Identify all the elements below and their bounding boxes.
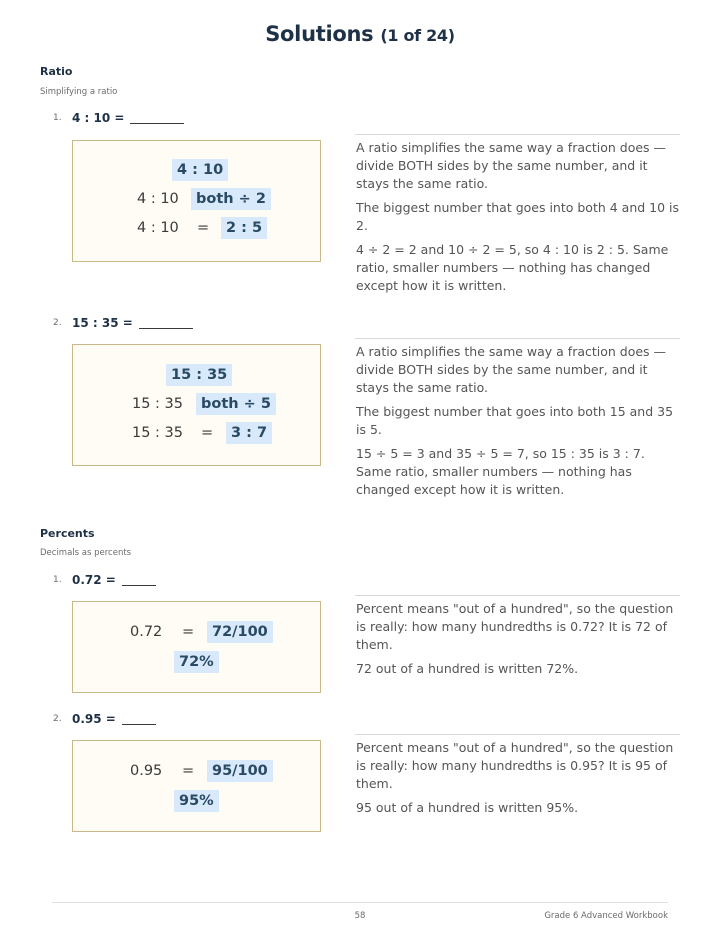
- question-number: 2.: [53, 714, 62, 724]
- page-number: 58: [354, 911, 366, 921]
- book-title: Grade 6 Advanced Workbook: [544, 911, 668, 921]
- result-ratio-left: 4 : 10: [137, 220, 179, 236]
- explanation-paragraph: Percent means "out of a hundred", so the question is really: how many hundredths is 0.72? It is 72 of them.: [356, 601, 674, 652]
- divider: [355, 134, 680, 135]
- question-prompt: [72, 111, 184, 125]
- equals-sign: =: [182, 763, 195, 779]
- explanation: [356, 343, 682, 505]
- footer-divider: [52, 902, 668, 903]
- simplified-ratio: 2 : 5: [221, 217, 267, 239]
- equals-sign: =: [182, 624, 195, 640]
- step-ratio: 4 : 10: [137, 191, 179, 207]
- explanation-paragraph: 15 ÷ 5 = 3 and 35 ÷ 5 = 7, so 15 : 35 is 3 : 7. Same ratio, smaller numbers — nothing has changed except how it is written.: [356, 446, 645, 497]
- question-prompt-text: 0.95 =: [72, 712, 116, 726]
- equals-sign: =: [201, 425, 214, 441]
- worked-solution-box: [72, 740, 321, 832]
- question-number: 1.: [53, 113, 62, 123]
- section-title-ratio: Ratio: [40, 65, 73, 78]
- page-title: [0, 22, 720, 46]
- explanation-paragraph: The biggest number that goes into both 15 and 35 is 5.: [356, 404, 674, 437]
- section-subtitle-percents: Decimals as percents: [40, 548, 132, 558]
- answer-blank: [139, 328, 193, 329]
- explanation: [356, 600, 682, 684]
- section-title-percents: Percents: [40, 527, 95, 540]
- percent-result: 72%: [174, 651, 219, 673]
- worked-solution-box: [72, 344, 321, 466]
- question-prompt: [72, 573, 156, 587]
- divider: [355, 595, 680, 596]
- explanation-paragraph: A ratio simplifies the same way a fraction does — divide BOTH sides by the same number, and it stays the same ratio.: [356, 140, 667, 191]
- divider: [355, 338, 680, 339]
- decimal-value: 0.95: [130, 763, 163, 779]
- answer-blank: [122, 724, 156, 725]
- explanation: [356, 139, 682, 301]
- divider: [355, 734, 680, 735]
- title-text: Solutions: [265, 22, 374, 46]
- answer-blank: [130, 123, 184, 124]
- step-operation: both ÷ 5: [196, 393, 276, 415]
- question-prompt-text: 15 : 35 =: [72, 316, 133, 330]
- section-subtitle-ratio: Simplifying a ratio: [40, 87, 118, 97]
- fraction-value: 95/100: [207, 760, 273, 782]
- decimal-value: 0.72: [130, 624, 163, 640]
- percent-result: 95%: [174, 790, 219, 812]
- explanation-paragraph: 4 ÷ 2 = 2 and 10 ÷ 2 = 5, so 4 : 10 is 2 : 5. Same ratio, smaller numbers — nothing has changed except how it is written.: [356, 242, 669, 293]
- worked-solution-box: [72, 140, 321, 262]
- explanation-paragraph: Percent means "out of a hundred", so the question is really: how many hundredths is 0.95? It is 95 of them.: [356, 740, 674, 791]
- given-ratio: 4 : 10: [172, 159, 228, 181]
- question-prompt-text: 4 : 10 =: [72, 111, 125, 125]
- result-ratio-left: 15 : 35: [132, 425, 184, 441]
- explanation-paragraph: A ratio simplifies the same way a fraction does — divide BOTH sides by the same number, and it stays the same ratio.: [356, 344, 667, 395]
- explanation-paragraph: 95 out of a hundred is written 95%.: [356, 800, 579, 815]
- question-prompt: [72, 712, 156, 726]
- step-ratio: 15 : 35: [132, 396, 184, 412]
- title-count: (1 of 24): [380, 26, 455, 45]
- step-operation: both ÷ 2: [191, 188, 271, 210]
- explanation-paragraph: The biggest number that goes into both 4 and 10 is 2.: [356, 200, 680, 233]
- question-number: 1.: [53, 575, 62, 585]
- worked-solution-box: [72, 601, 321, 693]
- question-prompt: [72, 316, 193, 330]
- question-number: 2.: [53, 318, 62, 328]
- fraction-value: 72/100: [207, 621, 273, 643]
- given-ratio: 15 : 35: [166, 364, 232, 386]
- simplified-ratio: 3 : 7: [226, 422, 272, 444]
- question-prompt-text: 0.72 =: [72, 573, 116, 587]
- equals-sign: =: [197, 220, 210, 236]
- explanation: [356, 739, 682, 823]
- answer-blank: [122, 585, 156, 586]
- explanation-paragraph: 72 out of a hundred is written 72%.: [356, 661, 579, 676]
